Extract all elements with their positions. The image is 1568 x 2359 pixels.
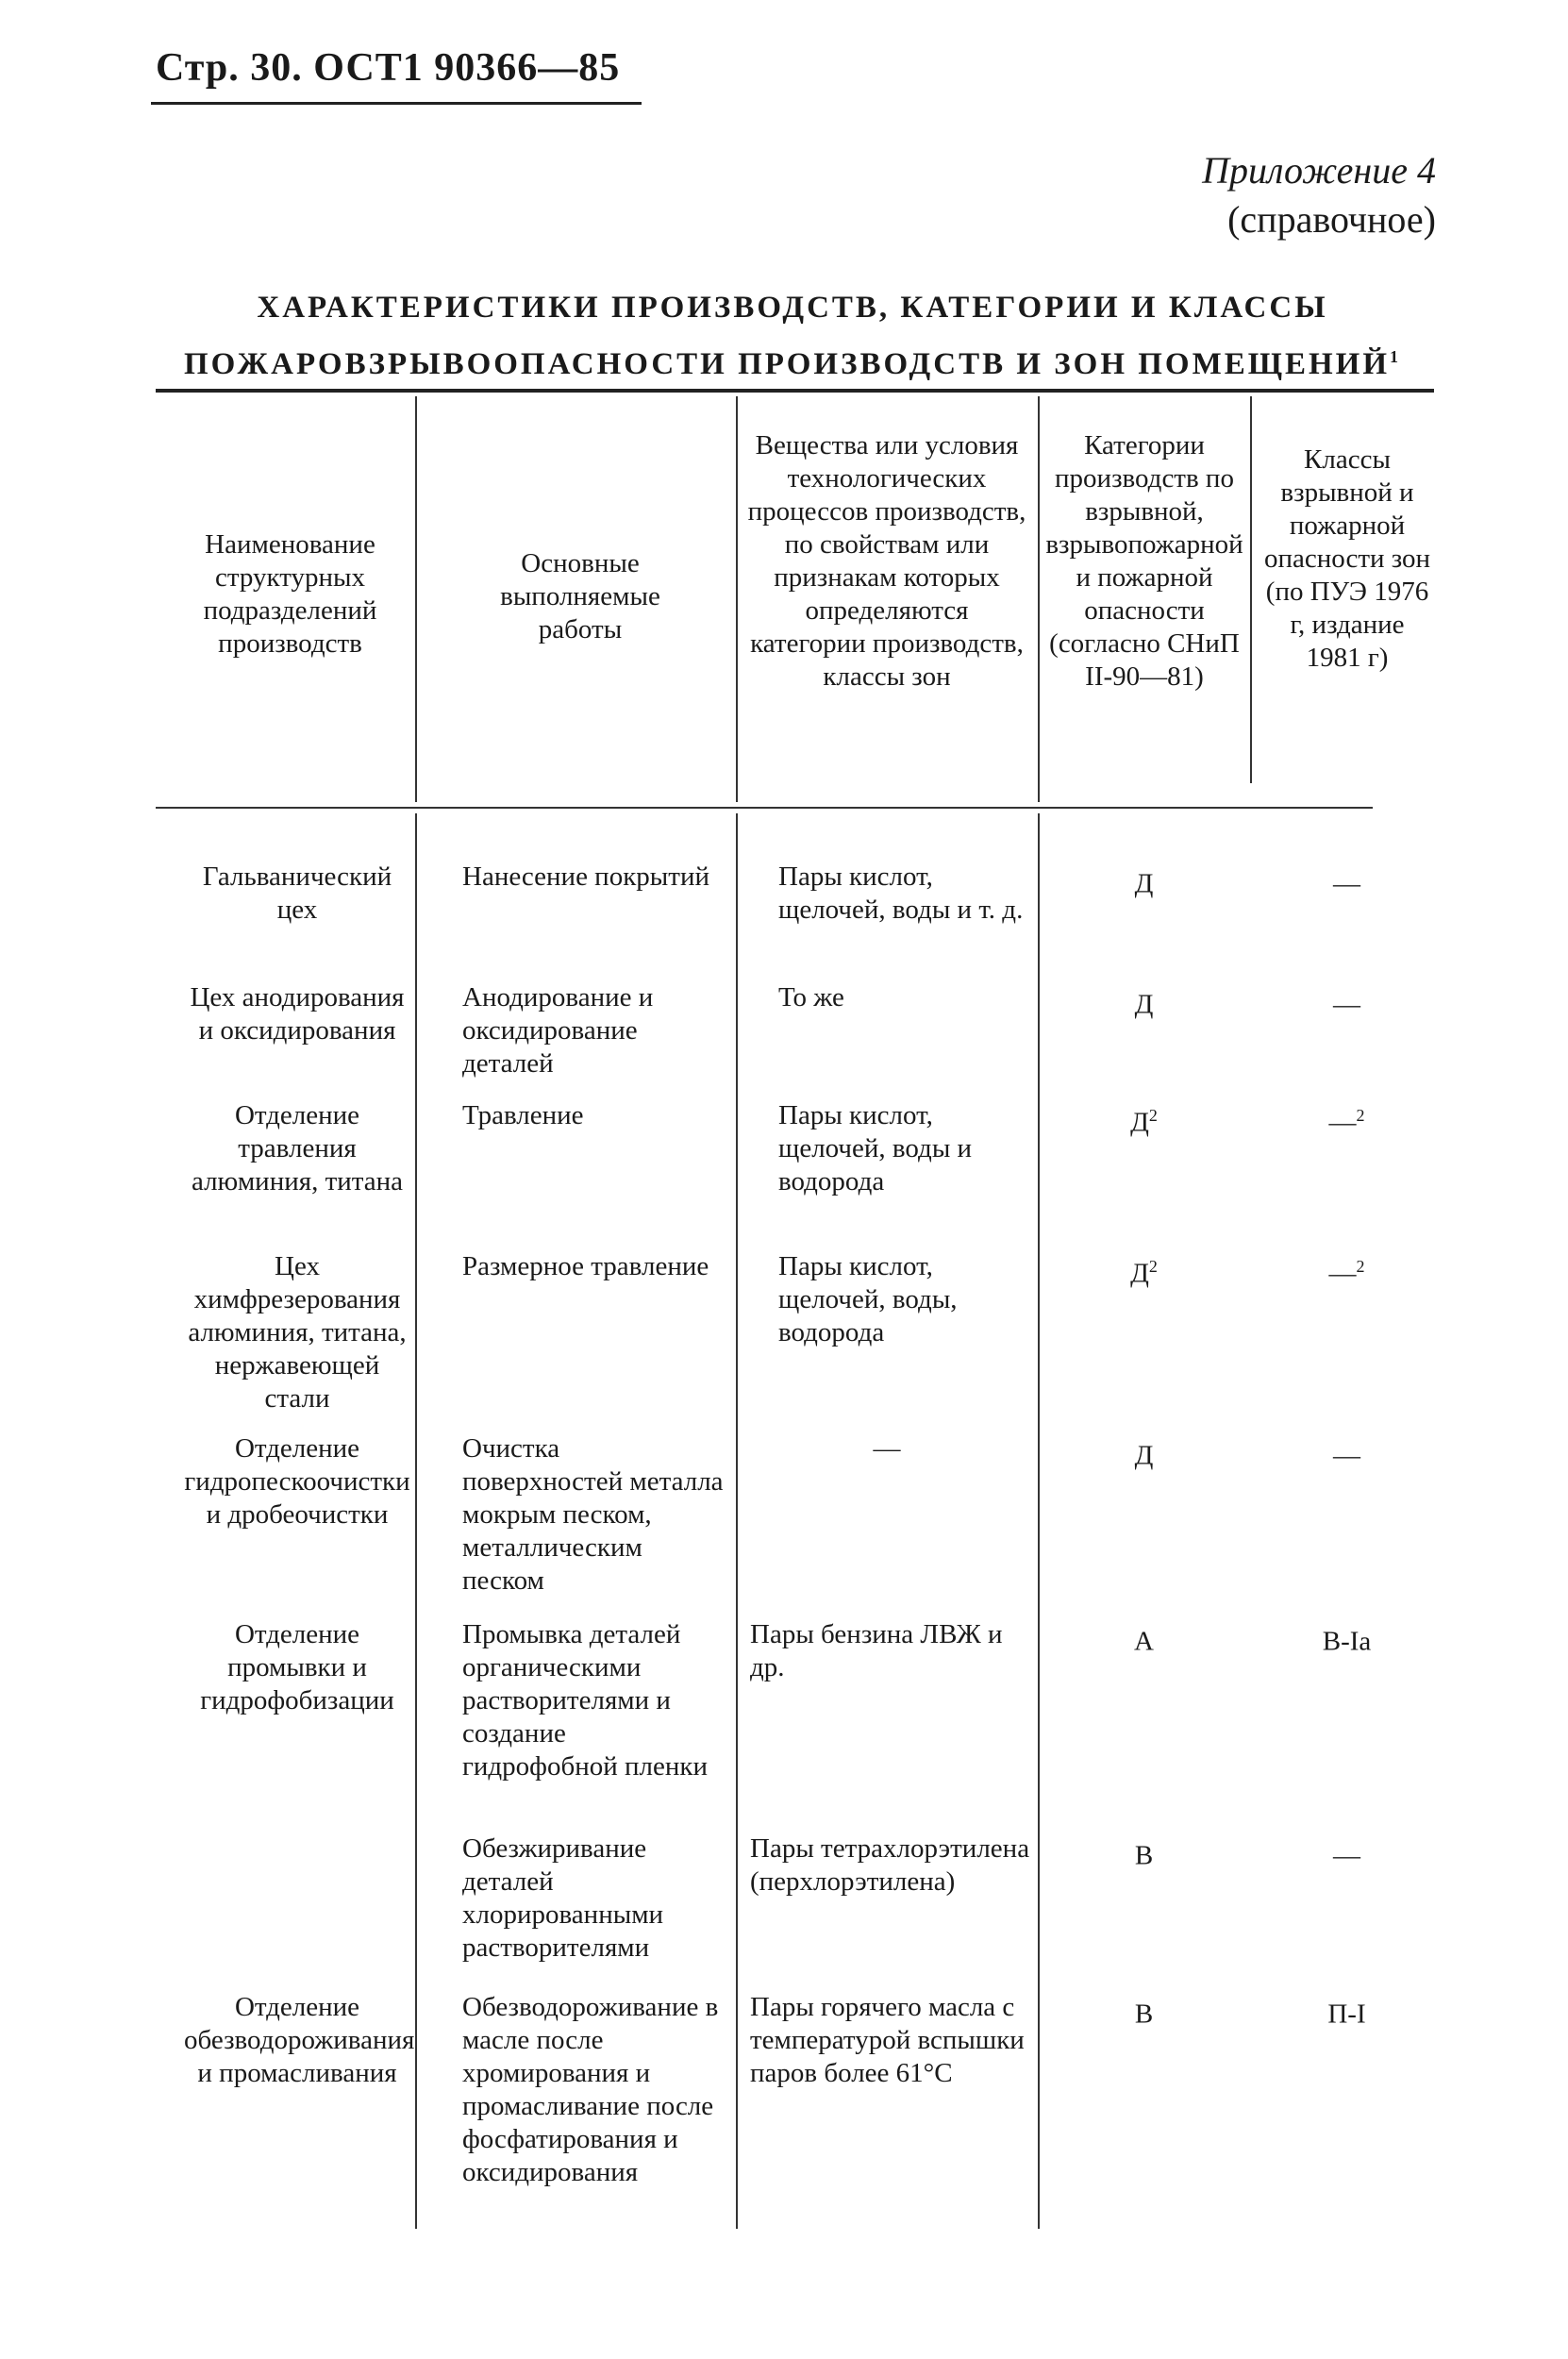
- table-row-1-category-value: Д: [1134, 868, 1154, 899]
- table-row-8-category: [1043, 1991, 1245, 2032]
- document-title-line1: ХАРАКТЕРИСТИКИ ПРОИЗВОДСТВ, КАТЕГОРИИ И КЛАССЫ: [257, 291, 1328, 325]
- table-row-3-category-value: Д: [1130, 1107, 1149, 1138]
- column-header-work: Основные выполняемые работы: [500, 548, 660, 644]
- table-row-4-class: [1255, 1250, 1439, 1291]
- column-divider: [1038, 396, 1040, 802]
- table-row-1-substances: Пары кислот, щелочей, воды и т. д.: [778, 862, 1024, 925]
- header-bottom-rule: [156, 807, 1373, 809]
- table-row-6-work: Промывка деталей органическими растворителями и создание гидрофобной пленки: [462, 1619, 708, 1782]
- table-row-4-category-value: Д: [1130, 1258, 1149, 1289]
- appendix-title: Приложение 4: [1202, 149, 1436, 192]
- table-row-3-category-note: 2: [1148, 1106, 1158, 1125]
- table-row-5-work: Очистка поверхностей металла мокрым песком, металлическим песком: [462, 1433, 724, 1596]
- table-row-2-category: [1043, 981, 1245, 1022]
- table-row-5-category: [1043, 1432, 1245, 1473]
- table-row-1-class-value: —: [1333, 868, 1360, 899]
- document-title: [142, 283, 1443, 389]
- appendix-block: [1202, 146, 1436, 244]
- column-header-class: Классы взрывной и пожарной опасности зон (по ПУЭ 1976 г, издание 1981 г): [1263, 444, 1431, 673]
- table-row-6-class: [1255, 1618, 1439, 1659]
- column-divider: [1038, 813, 1040, 2229]
- table-row-6-category-value: А: [1134, 1626, 1154, 1657]
- table-row-2-name: Цех анодирования и оксидирования: [190, 982, 405, 1046]
- table-row-3-class-value: —: [1328, 1107, 1357, 1138]
- table-row-3-name: Отделение травления алюминия, титана: [191, 1100, 404, 1196]
- table-row-2-class-value: —: [1333, 989, 1360, 1020]
- table-row-7-category: [1043, 1832, 1245, 1873]
- table-row-6-category: [1043, 1618, 1245, 1659]
- column-divider: [736, 396, 738, 802]
- table-row-5-category-value: Д: [1134, 1440, 1154, 1471]
- table-row-7-category-value: В: [1134, 1840, 1154, 1871]
- table-row-8-name: Отделение обезводороживания и промасливания: [184, 1992, 415, 2088]
- table-row-3-class-note: 2: [1356, 1106, 1365, 1125]
- column-divider: [736, 813, 738, 2229]
- table-top-rule: [156, 389, 1434, 393]
- table-row-1-category: [1043, 861, 1245, 901]
- column-divider: [415, 396, 417, 802]
- document-title-line2-text: ПОЖАРОВЗРЫВООПАСНОСТИ ПРОИЗВОДСТВ И ЗОН ПОМЕЩЕНИЙ: [183, 347, 1391, 381]
- table-row-7-class: [1255, 1832, 1439, 1873]
- table-row-2-category-value: Д: [1134, 989, 1154, 1020]
- table-row-1-name: Гальванический цех: [202, 862, 392, 925]
- table-row-3-category: [1043, 1099, 1245, 1140]
- table-row-4-name: Цех химфрезерования алюминия, титана, нержавеющей стали: [188, 1251, 407, 1414]
- table-row-2-work: Анодирование и оксидирование деталей: [462, 982, 654, 1079]
- table-row-5-substances: —: [873, 1433, 901, 1464]
- table-row-8-category-value: В: [1134, 1999, 1154, 2030]
- table-row-1-class: [1255, 861, 1439, 901]
- table-row-6-name: Отделение промывки и гидрофобизации: [200, 1619, 394, 1715]
- table-row-7-class-value: —: [1333, 1840, 1360, 1871]
- column-divider: [415, 813, 417, 2229]
- column-header-substances: Вещества или условия технологических процессов производств, по свойствам или признакам которых определяются категории производств, классы зон: [747, 430, 1026, 692]
- table-row-4-class-note: 2: [1356, 1257, 1365, 1276]
- column-header-category: Категории производств по взрывной, взрывопожарной и пожарной опасности (согласно СНиП II-90—81): [1045, 430, 1243, 692]
- table-row-5-name: Отделение гидропескоочистки и дробеочистки: [184, 1433, 410, 1530]
- header-rule: [151, 102, 642, 105]
- table-row-4-work: Размерное травление: [462, 1251, 709, 1281]
- table-row-1-work: Нанесение покрытий: [462, 862, 709, 892]
- document-title-line2: [142, 332, 1443, 389]
- page-header: Стр. 30. ОСТ1 90366—85: [156, 46, 621, 90]
- table-row-5-class-value: —: [1333, 1440, 1360, 1471]
- table-row-6-substances: Пары бензина ЛВЖ и др.: [750, 1619, 1003, 1682]
- table-row-4-category: [1043, 1250, 1245, 1291]
- table-row-2-substances: То же: [778, 982, 844, 1012]
- table-row-8-substances: Пары горячего масла с температурой вспышки паров более 61°С: [750, 1992, 1025, 2088]
- table-row-5-class: [1255, 1432, 1439, 1473]
- column-divider: [1250, 396, 1252, 783]
- table-row-3-substances: Пары кислот, щелочей, воды и водорода: [778, 1100, 973, 1196]
- column-header-name: Наименование структурных подразделений производств: [203, 529, 377, 659]
- table-row-4-substances: Пары кислот, щелочей, воды, водорода: [778, 1251, 958, 1347]
- title-footnote-mark: 1: [1390, 347, 1402, 366]
- table-row-7-work: Обезжиривание деталей хлорированными растворителями: [462, 1833, 664, 1963]
- table-row-8-class: [1255, 1991, 1439, 2032]
- table-row-3-class: [1255, 1099, 1439, 1140]
- table-row-3-work: Травление: [462, 1100, 584, 1130]
- table-row-8-work: Обезводороживание в масле после хромирования и промасливание после фосфатирования и оксидирования: [462, 1992, 719, 2187]
- table-row-6-class-value: В-Iа: [1322, 1626, 1372, 1657]
- table-row-4-category-note: 2: [1148, 1257, 1158, 1276]
- table-row-7-substances: Пары тетрахлорэтилена (перхлорэтилена): [750, 1833, 1030, 1897]
- table-row-4-class-value: —: [1328, 1258, 1357, 1289]
- appendix-subtitle: (справочное): [1227, 198, 1436, 241]
- table-row-2-class: [1255, 981, 1439, 1022]
- table-row-8-class-value: П-I: [1327, 1999, 1366, 2030]
